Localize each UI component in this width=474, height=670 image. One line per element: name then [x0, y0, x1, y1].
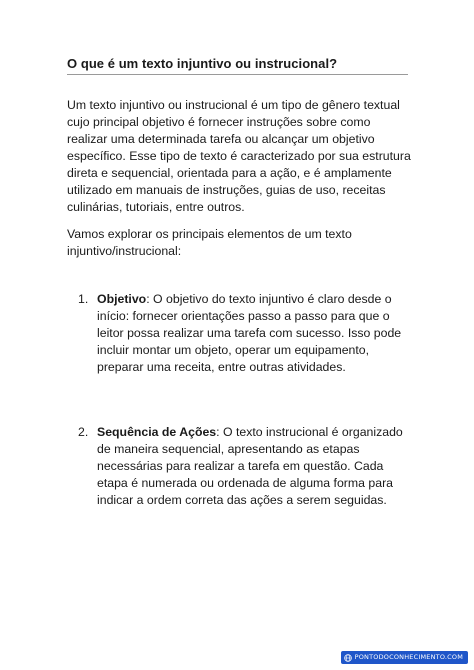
globe-icon — [344, 654, 352, 662]
list-item — [78, 424, 413, 509]
page-title: O que é um texto injuntivo ou instrucional? — [67, 56, 338, 71]
list-item — [78, 291, 413, 376]
list-item-number: 2. — [78, 425, 89, 439]
list-item-body — [97, 291, 413, 376]
site-name: PONTODOCONHECIMENTO.COM — [354, 653, 463, 661]
intro-paragraph: Um texto injuntivo ou instrucional é um tipo de gênero textual cujo principal objetivo é fornecer instruções sobre como realizar uma determinada tarefa ou alcançar um objetivo específico. Esse tipo de texto é caracterizado por sua estrutura direta e sequencial, orientada para a ação, e é amplamente utilizado em manuais de instruções, guias de uso, receitas culinárias, tutoriais, entre outros. — [67, 98, 411, 214]
list-item-text: : O objetivo do texto injuntivo é claro desde o início: fornecer orientações passo a passo para que o leitor possa realizar uma tarefa com sucesso. Isso pode incluir montar um objeto, operar um equipamento, preparar uma receita, entre outras atividades. — [97, 292, 402, 374]
list-item-term: Sequência de Ações — [97, 425, 217, 439]
site-link-badge[interactable] — [341, 651, 468, 664]
list-item-text: : O texto instrucional é organizado de maneira sequencial, apresentando as etapas necessárias para realizar a tarefa em questão. Cada etapa é numerada ou ordenada de alguma forma para indicar a ordem correta das ações a serem seguidas. — [97, 425, 403, 507]
list-item-body — [97, 424, 413, 509]
lead-paragraph: Vamos explorar os principais elementos de um texto injuntivo/instrucional: — [67, 227, 352, 258]
title-divider — [67, 74, 408, 75]
list-item-term: Objetivo — [97, 292, 147, 306]
list-item-number: 1. — [78, 292, 89, 306]
